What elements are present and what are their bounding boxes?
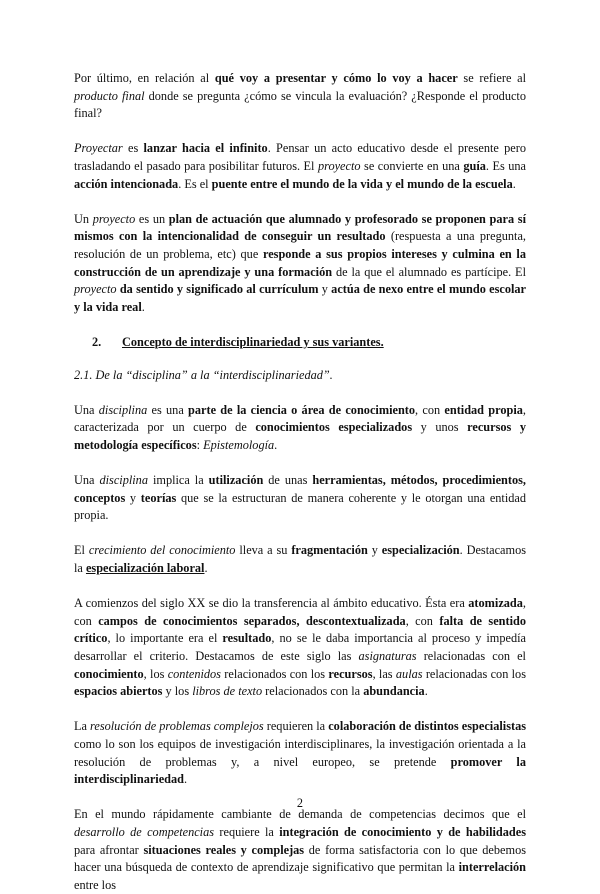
- paragraph-disciplina: Una disciplina es una parte de la ciencia o área de conocimiento, con entidad propia, caracterizada por un cuerpo de conocimientos especializados y unos recursos y metodología específicos: Epistemología.: [74, 402, 527, 452]
- document-page: [74, 70, 526, 894]
- paragraph-crecimiento: El crecimiento del conocimiento lleva a su fragmentación y especialización. Destacamos la especialización laboral.: [74, 543, 527, 576]
- page-number: 2: [296, 796, 304, 810]
- paragraph-problemas-complejos: La resolución de problemas complejos requieren la colaboración de distintos especialistas como lo son los equipos de investigación interdisciplinares, la investigación orientada a la resolución de problemas y, a nivel europeo, se pretende promover la interdisciplinariedad.: [74, 719, 527, 787]
- paragraph-disciplina-implica: Una disciplina implica la utilización de unas herramientas, métodos, procedimientos, conceptos y teorías que se la estructuran de manera coherente y le otorgan una entidad propia.: [74, 473, 527, 523]
- paragraph-proyecto-definicion: Un proyecto es un plan de actuación que alumnado y profesorado se proponen para sí mismos con la intencionalidad de conseguir un resultado (respuesta a una pregunta, resolución de un problema, etc) que responde a sus propios intereses y culmina en la construcción de un aprendizaje y una formación de la que el alumnado es partícipe. El proyecto da sentido y significado al currículum y actúa de nexo entre el mundo escolar y la vida real.: [74, 211, 527, 314]
- paragraph-proyectar: Proyectar es lanzar hacia el infinito. Pensar un acto educativo desde el presente pero trasladando el pasado para posibilitar futuros. El proyecto se convierte en una guía. Es una acción intencionada. Es el puente entre el mundo de la vida y el mundo de la escuela.: [74, 141, 526, 191]
- paragraph-competencias: En el mundo rápidamente cambiante de demanda de competencias decimos que el desarrollo de competencias requiere la integración de conocimiento y de habilidades para afrontar situaciones reales y complejas de forma satisfactoria con lo que debemos hacer una búsqueda de contexto de aprendizaje significativo que permitan la interrelación entre los: [74, 807, 527, 892]
- paragraph-siglo-xx: A comienzos del siglo XX se dio la transferencia al ámbito educativo. Ésta era atomizada, con campos de conocimientos separados, descontextualizada, con falta de sentido crítico, lo importante era el resultado, no se le daba importancia al proceso y impedía desarrollar el criterio. Destacamos de este siglo las asignaturas relacionadas con el conocimiento, los contenidos relacionados con los recursos, las aulas relacionadas con los espacios abiertos y los libros de texto relacionados con la abundancia.: [74, 596, 527, 699]
- paragraph-producto-final: Por último, en relación al qué voy a presentar y cómo lo voy a hacer se refiere al producto final donde se pregunta ¿cómo se vincula la evaluación? ¿Responde el producto final?: [74, 71, 527, 121]
- subsection-heading: 2.1. De la “disciplina” a la “interdisciplinariedad”.: [74, 367, 333, 382]
- section-heading: 2. Concepto de interdisciplinariedad y sus variantes.: [92, 334, 384, 349]
